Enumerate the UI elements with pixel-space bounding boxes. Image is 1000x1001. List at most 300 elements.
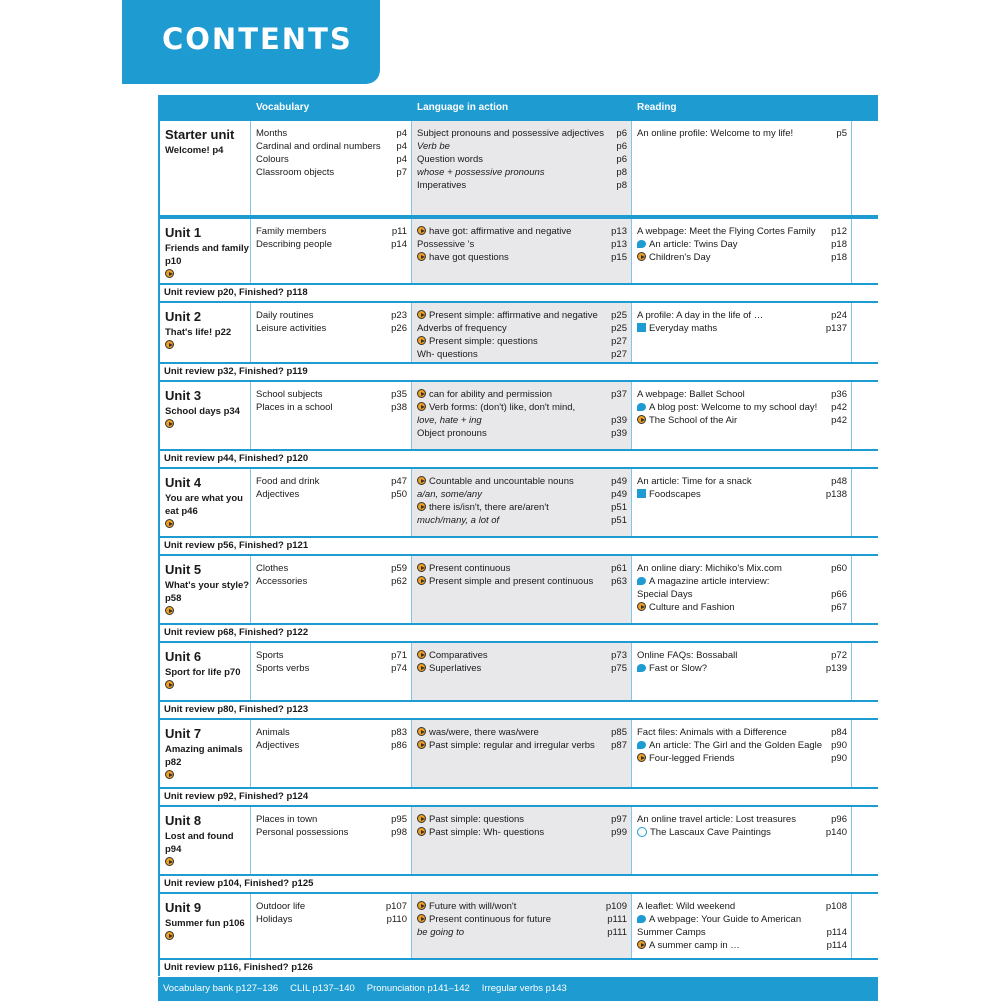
audio-icon (417, 310, 426, 319)
unit-subtitle-text: What's your style? p58 (165, 580, 250, 604)
vocab-text: Adjectives (256, 489, 300, 500)
page-ref: p8 (616, 180, 627, 191)
reading-text: A magazine article interview: (649, 576, 770, 587)
unit-row (158, 718, 878, 789)
reading-text: Online FAQs: Bossaball (637, 650, 738, 661)
page-ref: p72 (831, 650, 847, 661)
page-ref: p39 (611, 415, 627, 426)
unit-subtitle-text: Summer fun p106 (165, 918, 245, 929)
vocab-line (256, 401, 407, 414)
reading-cell (632, 720, 852, 787)
language-text: Present continuous (429, 563, 511, 574)
reading-text: Four-legged Friends (649, 753, 735, 764)
language-text: Present continuous for future (429, 914, 551, 925)
language-text: have got: affirmative and negative (429, 226, 572, 237)
reading-line (637, 127, 847, 140)
language-text: Subject pronouns and possessive adjectives (417, 128, 604, 139)
language-text: Adverbs of frequency (417, 323, 507, 334)
unit-row (158, 554, 878, 625)
audio-icon (165, 606, 174, 615)
unit-title: Unit 2 (165, 309, 202, 324)
language-cell (412, 643, 632, 700)
page-ref: p7 (396, 167, 407, 178)
reading-line (637, 575, 847, 588)
footer-item: Irregular verbs p143 (481, 983, 567, 994)
vocab-text: Adjectives (256, 740, 300, 751)
page-ref: p13 (611, 226, 627, 237)
unit-review-link: Unit review p92, Finished? p124 (158, 789, 878, 805)
audio-icon (417, 402, 426, 411)
language-line (417, 166, 627, 179)
language-line (417, 427, 627, 440)
reading-line (637, 739, 847, 752)
page-ref: p109 (605, 901, 627, 912)
unit-row (158, 805, 878, 876)
page-ref: p39 (611, 428, 627, 439)
vocab-text: Accessories (256, 576, 308, 587)
unit-name-cell (160, 121, 251, 215)
language-text: can for ability and permission (429, 389, 553, 400)
language-line (417, 140, 627, 153)
page-ref: p114 (826, 927, 847, 938)
page-ref: p11 (391, 226, 407, 237)
unit-subtitle (165, 830, 250, 869)
page-ref: p111 (607, 914, 627, 925)
reading-line (637, 900, 847, 913)
unit-title: Unit 8 (165, 813, 202, 828)
page-ref: p110 (386, 914, 407, 925)
unit-title: Starter unit (165, 127, 235, 142)
unit-title: Unit 6 (165, 649, 202, 664)
page-ref: p18 (831, 239, 847, 250)
language-cell (412, 121, 632, 215)
page-ref: p51 (611, 515, 627, 526)
language-line (417, 913, 627, 926)
page-ref: p50 (391, 489, 407, 500)
reading-cell (632, 469, 852, 536)
language-text: Comparatives (429, 650, 488, 661)
reading-text: A leaflet: Wild weekend (637, 901, 736, 912)
page-ref: p5 (836, 128, 847, 139)
language-line (417, 900, 627, 913)
unit-subtitle-text: That's life! p22 (165, 327, 232, 338)
language-line (417, 127, 627, 140)
page-ref: p26 (391, 323, 407, 334)
page-ref: p42 (831, 415, 847, 426)
language-cell (412, 894, 632, 958)
vocab-text: Places in town (256, 814, 318, 825)
language-line (417, 739, 627, 752)
reading-header: Reading (637, 102, 677, 113)
language-text: Wh- questions (417, 349, 478, 360)
unit-name-cell (160, 382, 251, 449)
vocabulary-cell (251, 807, 412, 874)
language-line (417, 826, 627, 839)
language-line (417, 501, 627, 514)
reading-cell (632, 556, 852, 623)
unit-subtitle-text: You are what you eat p46 (165, 493, 243, 517)
language-line (417, 575, 627, 588)
unit-row (158, 217, 878, 285)
reading-text: An online travel article: Lost treasures (637, 814, 796, 825)
unit-review-link: Unit review p44, Finished? p120 (158, 451, 878, 467)
vocabulary-cell (251, 643, 412, 700)
page-ref: p99 (611, 827, 627, 838)
audio-icon (417, 336, 426, 345)
unit-subtitle-text: Amazing animals p82 (165, 744, 243, 768)
footer-item: CLIL p137–140 (290, 983, 355, 994)
vocab-text: Outdoor life (256, 901, 306, 912)
vocab-text: School subjects (256, 389, 323, 400)
language-line (417, 238, 627, 251)
page-ref: p66 (831, 589, 847, 600)
page-ref: p107 (385, 901, 407, 912)
vocab-text: Sports (256, 650, 284, 661)
page-ref: p90 (831, 740, 847, 751)
reading-text: An online profile: Welcome to my life! (637, 128, 794, 139)
language-line (417, 348, 627, 361)
vocab-text: Describing people (256, 239, 333, 250)
reading-cell (632, 303, 852, 362)
page-ref: p108 (825, 901, 847, 912)
unit-title: Unit 4 (165, 475, 202, 490)
vocab-text: Food and drink (256, 476, 320, 487)
audio-icon (417, 389, 426, 398)
page-ref: p87 (611, 740, 627, 751)
vocab-line (256, 309, 407, 322)
unit-name-cell (160, 556, 251, 623)
reading-line (637, 401, 847, 414)
language-cell (412, 556, 632, 623)
unit-title: Unit 9 (165, 900, 202, 915)
language-line (417, 388, 627, 401)
language-text: Present simple and present continuous (429, 576, 594, 587)
unit-subtitle (165, 917, 250, 943)
language-text: Question words (417, 154, 484, 165)
page-ref: p95 (391, 814, 407, 825)
vocab-text: Classroom objects (256, 167, 335, 178)
unit-review-link: Unit review p80, Finished? p123 (158, 702, 878, 718)
language-text: much/many, a lot of (417, 515, 500, 526)
page-ref: p25 (611, 323, 627, 334)
page-ref: p139 (825, 663, 847, 674)
page-ref: p23 (391, 310, 407, 321)
language-line (417, 649, 627, 662)
vocab-line (256, 913, 407, 926)
vocab-line (256, 739, 407, 752)
reading-text: An article: Time for a snack (637, 476, 752, 487)
unit-subtitle (165, 405, 250, 431)
reading-line (637, 813, 847, 826)
page-ref: p61 (611, 563, 627, 574)
vocab-text: Cardinal and ordinal numbers (256, 141, 381, 152)
page-ref: p51 (611, 502, 627, 513)
page-ref: p27 (611, 349, 627, 360)
speech-bubble-icon (637, 664, 646, 672)
unit-name-cell (160, 469, 251, 536)
vocab-text: Animals (256, 727, 290, 738)
page-ref: p75 (611, 663, 627, 674)
audio-icon (165, 770, 174, 779)
page-ref: p18 (831, 252, 847, 263)
contents-table (158, 95, 878, 1001)
unit-row (158, 641, 878, 702)
audio-icon (165, 680, 174, 689)
language-cell (412, 219, 632, 283)
page-ref: p6 (616, 128, 627, 139)
vocab-line (256, 225, 407, 238)
reading-cell (632, 219, 852, 283)
language-text: Present simple: questions (429, 336, 538, 347)
reading-line (637, 662, 847, 675)
unit-name-cell (160, 219, 251, 283)
audio-icon (637, 602, 646, 611)
reading-text: Foodscapes (649, 489, 701, 500)
reading-line (637, 752, 847, 765)
language-text: Object pronouns (417, 428, 487, 439)
vocabulary-cell (251, 121, 412, 215)
audio-icon (417, 252, 426, 261)
unit-subtitle-text: School days p34 (165, 406, 240, 417)
language-line (417, 251, 627, 264)
unit-title: Unit 5 (165, 562, 202, 577)
reading-cell (632, 121, 852, 215)
audio-icon (417, 901, 426, 910)
audio-icon (417, 226, 426, 235)
reading-text: Summer Camps (637, 927, 706, 938)
language-text: a/an, some/any (417, 489, 482, 500)
speech-bubble-icon (637, 577, 646, 585)
page-ref: p14 (391, 239, 407, 250)
unit-name-cell (160, 720, 251, 787)
language-line (417, 401, 627, 414)
unit-review-link: Unit review p104, Finished? p125 (158, 876, 878, 892)
reading-text: A summer camp in … (649, 940, 740, 951)
language-text: was/were, there was/were (429, 727, 539, 738)
reading-line (637, 251, 847, 264)
reading-text: A blog post: Welcome to my school day! (649, 402, 818, 413)
unit-review-link: Unit review p20, Finished? p118 (158, 285, 878, 301)
reading-line (637, 414, 847, 427)
reading-cell (632, 643, 852, 700)
vocab-line (256, 140, 407, 153)
vocabulary-cell (251, 469, 412, 536)
page-ref: p38 (391, 402, 407, 413)
vocab-text: Personal possessions (256, 827, 349, 838)
contents-header (122, 0, 380, 84)
page-ref: p15 (611, 252, 627, 263)
page-ref: p73 (611, 650, 627, 661)
page-ref: p114 (826, 940, 847, 951)
page-ref: p71 (391, 650, 407, 661)
reading-text: Children's Day (649, 252, 711, 263)
vocab-line (256, 900, 407, 913)
audio-icon (417, 827, 426, 836)
unit-title: Unit 3 (165, 388, 202, 403)
vocab-text: Holidays (256, 914, 293, 925)
language-text: Past simple: Wh- questions (429, 827, 545, 838)
reading-text: Fact files: Animals with a Difference (637, 727, 787, 738)
audio-icon (165, 269, 174, 278)
unit-name-cell (160, 894, 251, 958)
history-icon (637, 827, 647, 837)
speech-bubble-icon (637, 915, 646, 923)
vocab-line (256, 238, 407, 251)
page-ref: p140 (825, 827, 847, 838)
language-text: Imperatives (417, 180, 467, 191)
vocabulary-header: Vocabulary (256, 102, 310, 113)
page-ref: p98 (391, 827, 407, 838)
unit-name-cell (160, 303, 251, 362)
language-line (417, 662, 627, 675)
language-line (417, 475, 627, 488)
language-line (417, 926, 627, 939)
audio-icon (417, 650, 426, 659)
audio-icon (417, 814, 426, 823)
vocab-line (256, 322, 407, 335)
audio-icon (417, 476, 426, 485)
language-text: Future with will/won't (429, 901, 517, 912)
language-text: Verb forms: (don't) like, don't mind, (429, 402, 576, 413)
audio-icon (637, 940, 646, 949)
unit-review-link: Unit review p68, Finished? p122 (158, 625, 878, 641)
language-line (417, 153, 627, 166)
page-ref: p97 (611, 814, 627, 825)
speech-bubble-icon (637, 240, 646, 248)
vocabulary-cell (251, 382, 412, 449)
reading-line (637, 913, 847, 926)
unit-subtitle (165, 579, 250, 618)
vocabulary-cell (251, 303, 412, 362)
language-line (417, 414, 627, 427)
audio-icon (165, 857, 174, 866)
unit-review-link: Unit review p56, Finished? p121 (158, 538, 878, 554)
language-text: Verb be (417, 141, 450, 152)
reading-text: An article: The Girl and the Golden Eagle (649, 740, 823, 751)
vocab-line (256, 562, 407, 575)
page-ref: p59 (391, 563, 407, 574)
language-header: Language in action (417, 102, 509, 113)
unit-subtitle (165, 242, 250, 281)
page-ref: p63 (611, 576, 627, 587)
reading-line (637, 488, 847, 501)
speech-bubble-icon (637, 403, 646, 411)
language-cell (412, 720, 632, 787)
language-text: Past simple: questions (429, 814, 525, 825)
reading-text: An article: Twins Day (649, 239, 738, 250)
vocab-line (256, 662, 407, 675)
audio-icon (165, 340, 174, 349)
page-ref: p12 (831, 226, 847, 237)
reading-line (637, 475, 847, 488)
page-ref: p8 (616, 167, 627, 178)
language-line (417, 488, 627, 501)
footer-item: Pronunciation p141–142 (366, 983, 470, 994)
vocab-text: Family members (256, 226, 327, 237)
audio-icon (417, 663, 426, 672)
language-line (417, 726, 627, 739)
reading-line (637, 562, 847, 575)
page-ref: p27 (611, 336, 627, 347)
audio-icon (417, 502, 426, 511)
page-ref: p90 (831, 753, 847, 764)
page-ref: p36 (831, 389, 847, 400)
reading-line (637, 309, 847, 322)
language-cell (412, 382, 632, 449)
audio-icon (165, 419, 174, 428)
vocab-line (256, 726, 407, 739)
reading-text: The School of the Air (649, 415, 738, 426)
reading-line (637, 726, 847, 739)
reading-line (637, 238, 847, 251)
vocab-text: Colours (256, 154, 289, 165)
page-ref: p6 (616, 154, 627, 165)
page-ref: p83 (391, 727, 407, 738)
reading-line (637, 601, 847, 614)
page-ref: p35 (391, 389, 407, 400)
reading-text: An online diary: Michiko's Mix.com (637, 563, 782, 574)
language-text: there is/isn't, there are/aren't (429, 502, 549, 513)
vocab-text: Sports verbs (256, 663, 310, 674)
reading-text: Special Days (637, 589, 693, 600)
language-cell (412, 807, 632, 874)
unit-row (158, 467, 878, 538)
vocabulary-cell (251, 720, 412, 787)
page-ref: p62 (391, 576, 407, 587)
reading-line (637, 939, 847, 952)
unit-review-link: Unit review p32, Finished? p119 (158, 364, 878, 380)
page-ref: p49 (611, 489, 627, 500)
page-ref: p84 (831, 727, 847, 738)
page-ref: p4 (396, 128, 407, 139)
audio-icon (637, 252, 646, 261)
reading-line (637, 649, 847, 662)
page-ref: p67 (831, 602, 847, 613)
language-line (417, 179, 627, 192)
audio-icon (417, 727, 426, 736)
vocab-text: Months (256, 128, 288, 139)
reading-text: A webpage: Meet the Flying Cortes Family (637, 226, 816, 237)
page-ref: p85 (611, 727, 627, 738)
vocabulary-cell (251, 219, 412, 283)
page-ref: p24 (831, 310, 847, 321)
unit-row (158, 892, 878, 960)
page-ref: p86 (391, 740, 407, 751)
audio-icon (637, 753, 646, 762)
language-text: Countable and uncountable nouns (429, 476, 574, 487)
unit-subtitle (165, 144, 250, 157)
language-text: have got questions (429, 252, 509, 263)
unit-review-link: Unit review p116, Finished? p126 (158, 960, 878, 976)
audio-icon (417, 914, 426, 923)
page-ref: p37 (611, 389, 627, 400)
unit-name-cell (160, 807, 251, 874)
column-headers (158, 95, 878, 119)
reading-line (637, 322, 847, 335)
vocab-line (256, 575, 407, 588)
footer-bar (158, 977, 878, 1001)
unit-subtitle (165, 743, 250, 782)
language-text: whose + possessive pronouns (417, 167, 545, 178)
language-line (417, 335, 627, 348)
page-ref: p60 (831, 563, 847, 574)
vocab-line (256, 813, 407, 826)
vocab-line (256, 475, 407, 488)
unit-title: Unit 7 (165, 726, 202, 741)
unit-name-cell (160, 643, 251, 700)
language-text: Past simple: regular and irregular verbs (429, 740, 595, 751)
unit-subtitle-text: Lost and found p94 (165, 831, 234, 855)
